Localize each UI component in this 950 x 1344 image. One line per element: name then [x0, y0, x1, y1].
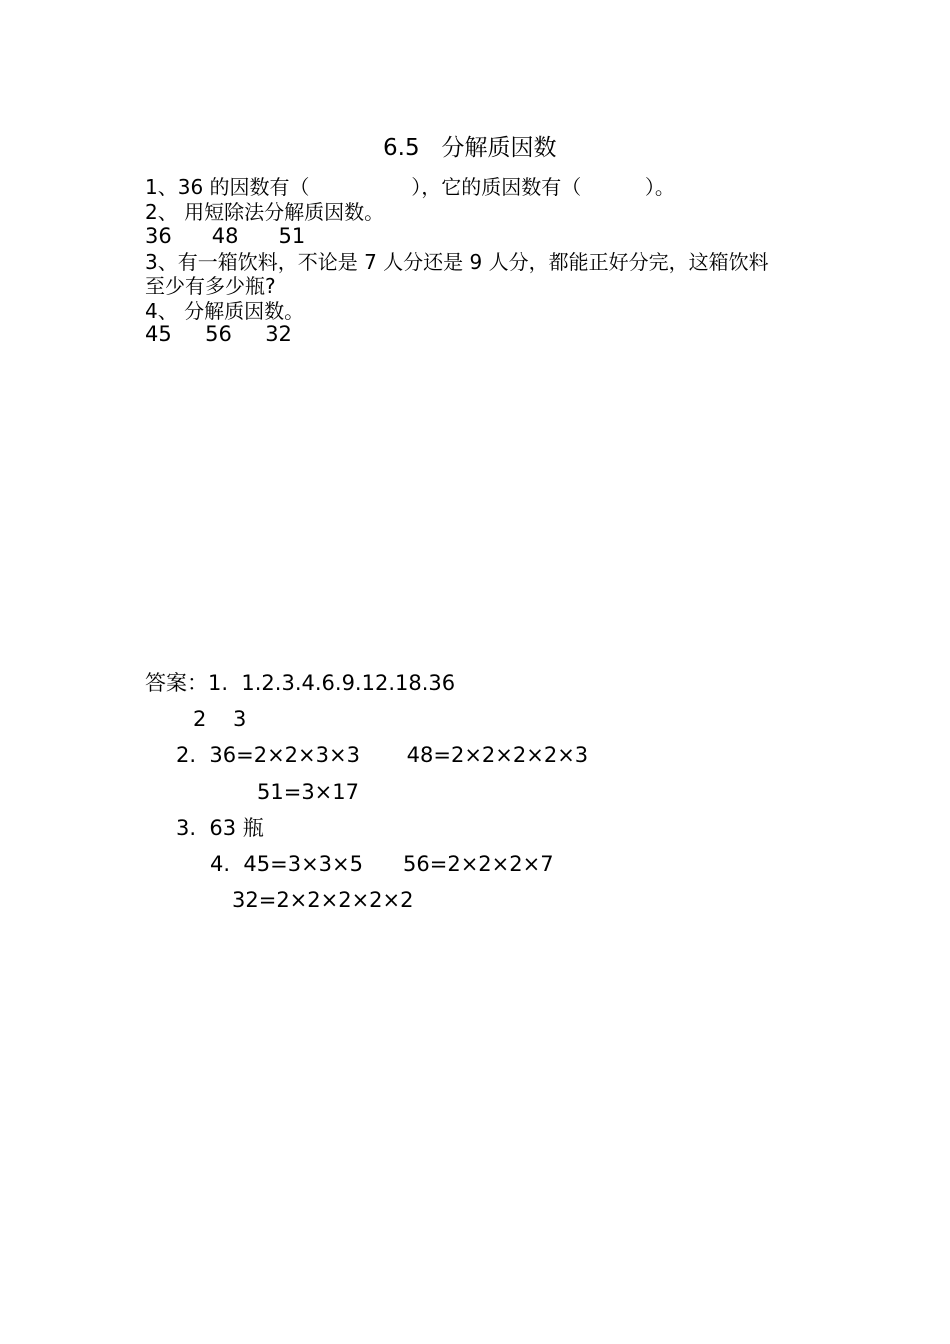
- question-3-line-1: 3、有一箱饮料，不论是 7 人分还是 9 人分，都能正好分完，这箱饮料: [145, 250, 769, 274]
- page-title: 6.5 分解质因数: [383, 135, 557, 161]
- answer-1-line-2: 2 3: [193, 707, 247, 731]
- question-3-line-2: 至少有多少瓶?: [145, 274, 276, 298]
- question-1: 1、36 的因数有（ ），它的质因数有（ ）。: [145, 175, 675, 199]
- answer-2-line-2: 51=3×17: [257, 780, 359, 804]
- answer-4-line-1: 4. 45=3×3×5 56=2×2×2×7: [210, 852, 554, 876]
- answer-1-line-1: 答案：1. 1.2.3.4.6.9.12.18.36: [145, 671, 456, 695]
- answer-2-line-1: 2. 36=2×2×3×3 48=2×2×2×2×3: [176, 743, 589, 767]
- answer-4-line-2: 32=2×2×2×2×2: [232, 888, 414, 912]
- question-2-numbers: 36 48 51: [145, 224, 306, 248]
- answer-3: 3. 63 瓶: [176, 816, 264, 840]
- question-2: 2、 用短除法分解质因数。: [145, 200, 385, 224]
- question-4: 4、 分解质因数。: [145, 299, 305, 323]
- question-4-numbers: 45 56 32: [145, 322, 292, 346]
